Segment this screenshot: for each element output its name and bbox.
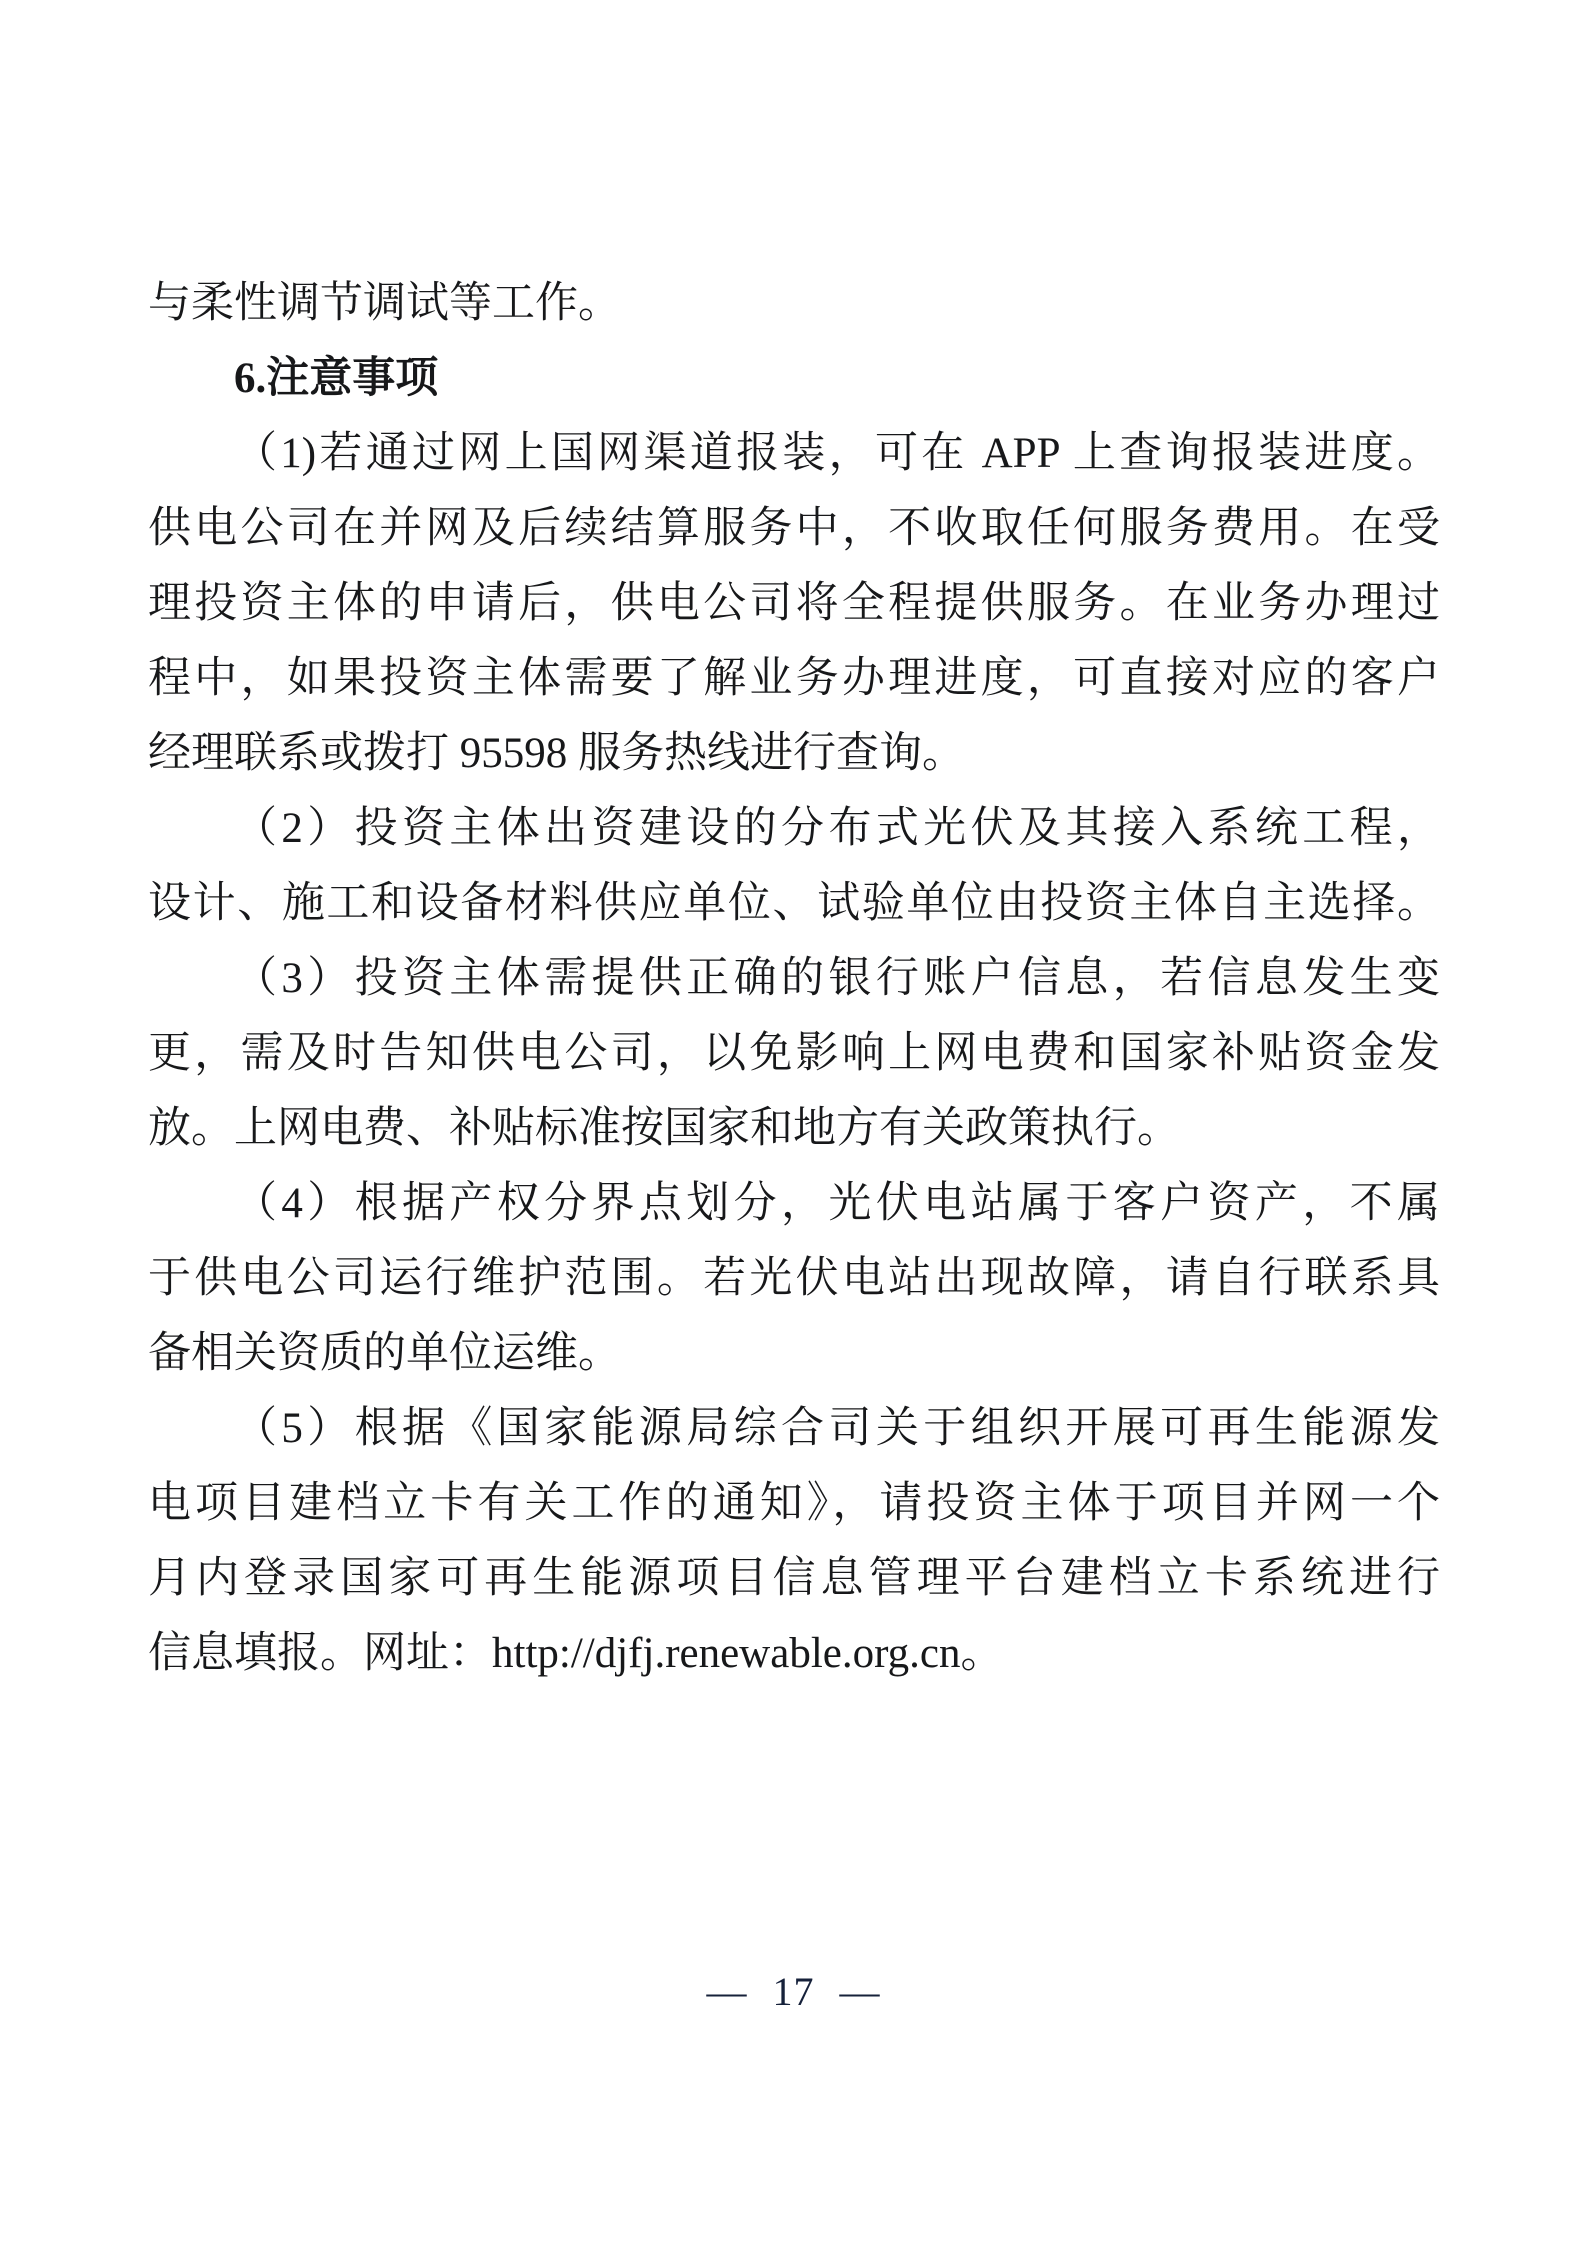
- website-url: http://djfj.renewable.org.cn: [492, 1630, 961, 1677]
- item-3-line-3: 放。上网电费、补贴标准按国家和地方有关政策执行。: [148, 1105, 1180, 1152]
- item-3-line-1: （3）投资主体需提供正确的银行账户信息，若信息发生变: [234, 955, 1440, 1002]
- item-1-line-2: 供电公司在并网及后续结算服务中，不收取任何服务费用。在受: [148, 505, 1440, 552]
- continuation-line: 与柔性调节调试等工作。: [148, 280, 621, 327]
- document-body: [148, 266, 1440, 1691]
- url-prefix-text: 信息填报。网址：: [148, 1630, 492, 1677]
- item-5-line-2: 电项目建档立卡有关工作的通知》，请投资主体于项目并网一个: [148, 1480, 1440, 1527]
- item-1-line-5: 经理联系或拨打 95598 服务热线进行查询。: [148, 730, 965, 777]
- item-1-line-3: 理投资主体的申请后，供电公司将全程提供服务。在业务办理过: [148, 580, 1440, 627]
- item-2-line-1: （2）投资主体出资建设的分布式光伏及其接入系统工程，: [234, 805, 1440, 852]
- item-4-line-1: （4）根据产权分界点划分，光伏电站属于客户资产，不属: [234, 1180, 1440, 1227]
- item-1-line-1: （1)若通过网上国网渠道报装，可在 APP 上查询报装进度。: [234, 430, 1440, 477]
- item-5-line-1: （5）根据《国家能源局综合司关于组织开展可再生能源发: [234, 1405, 1440, 1452]
- page-number: — 17 —: [706, 1969, 881, 2014]
- section-heading: 6.注意事项: [234, 355, 439, 402]
- item-2-line-2: 设计、施工和设备材料供应单位、试验单位由投资主体自主选择。: [148, 880, 1440, 927]
- item-4-line-2: 于供电公司运行维护范围。若光伏电站出现故障，请自行联系具: [148, 1255, 1440, 1302]
- item-5-line-4: [148, 1616, 1440, 1691]
- url-suffix-text: 。: [960, 1630, 1004, 1677]
- item-1-line-4: 程中，如果投资主体需要了解业务办理进度，可直接对应的客户: [148, 655, 1440, 702]
- item-5-line-3: 月内登录国家可再生能源项目信息管理平台建档立卡系统进行: [148, 1555, 1440, 1602]
- item-4-line-3: 备相关资质的单位运维。: [148, 1330, 621, 1377]
- item-3-line-2: 更，需及时告知供电公司，以免影响上网电费和国家补贴资金发: [148, 1030, 1440, 1077]
